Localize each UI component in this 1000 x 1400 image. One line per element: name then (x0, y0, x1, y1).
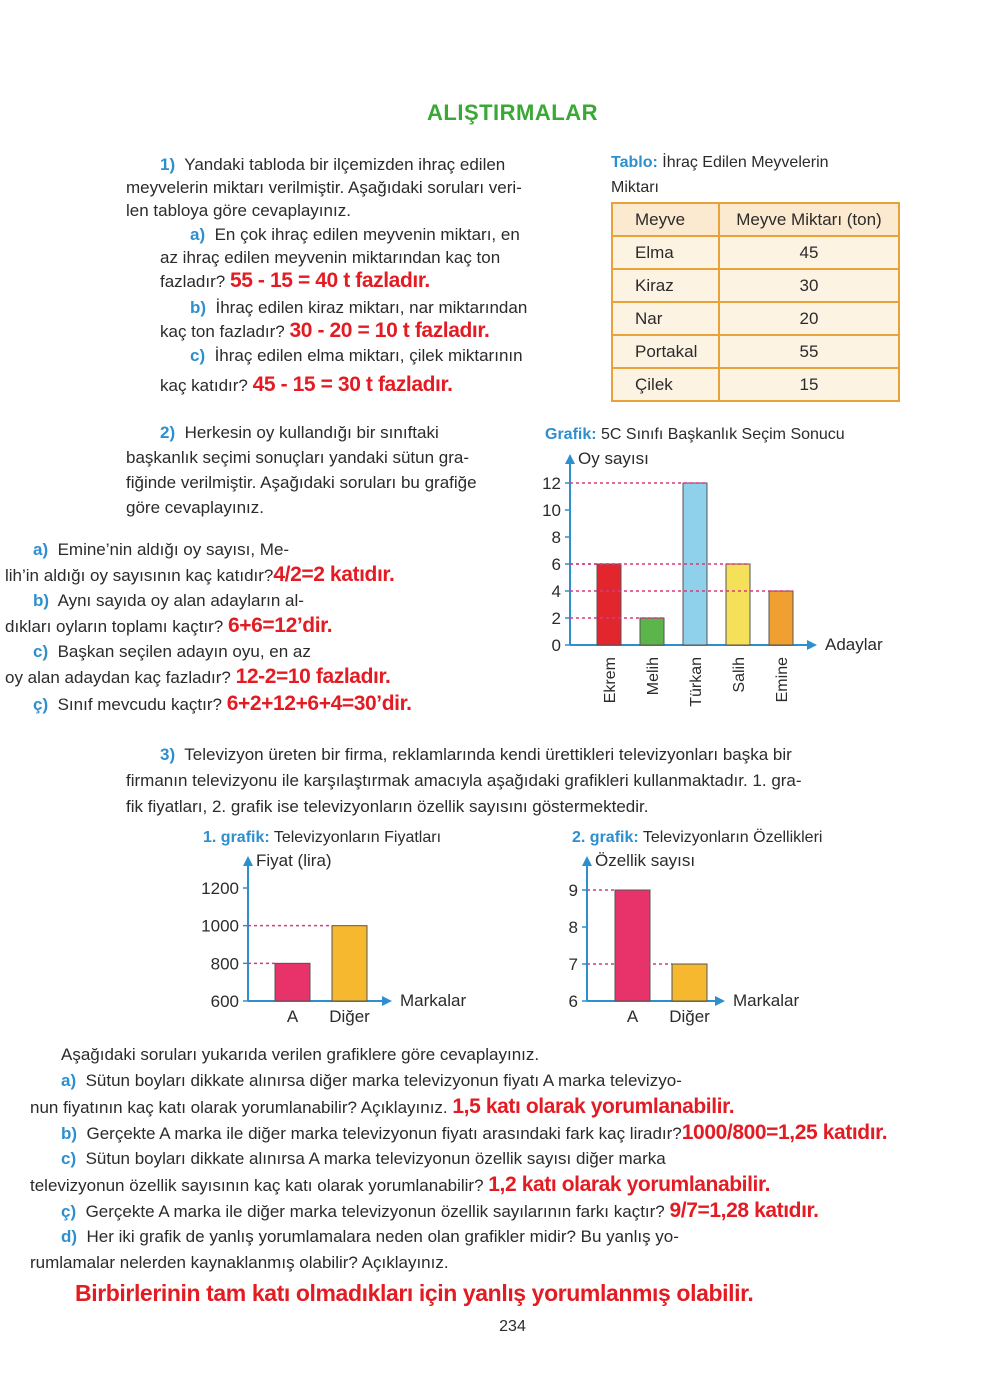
bar (769, 591, 793, 645)
q3-stem: 3) Televizyon üreten bir firma, reklamlarında kendi ürettikleri televizyonları başka bir firmanın televizyonu ile karşılaştırmak amacıyla aşağıdaki grafikleri kullanmaktadır. 1. gra- fik fiyatları, 2. grafik ise televizyonların özellik sayısını göstermektedir. (126, 745, 802, 816)
y-axis-arrow-icon (582, 856, 592, 866)
q1c-answer: 45 - 15 = 30 t fazladır. (252, 373, 453, 396)
x-axis-label: Markalar (733, 991, 800, 1010)
feature-chart-caption: 2. grafik: Televizyonların Özellikleri (572, 829, 823, 846)
q2d: ç) Sınıf mevcudu kaçtır? 6+2+12+6+4=30’dir. (33, 692, 412, 715)
y-tick-label: 6 (568, 992, 578, 1011)
price-chart-caption: 1. grafik: Televizyonların Fiyatları (203, 829, 442, 846)
q2a: a) Emine’nin aldığı oy sayısı, Me- lih’in aldığı oy sayısının kaç katıdır?4/2=2 katıdır. (5, 540, 395, 586)
table-row: Kiraz 30 (612, 269, 899, 302)
table-row: Çilek 15 (612, 368, 899, 401)
q3-intro: Aşağıdaki soruları yukarıda verilen grafiklere göre cevaplayınız. (61, 1045, 540, 1064)
election-chart (530, 448, 910, 713)
election-chart-caption: Grafik: 5C Sınıfı Başkanlık Seçim Sonucu (545, 426, 845, 443)
q1a: a) En çok ihraç edilen meyvenin miktarı, en az ihraç edilen meyvenin miktarından kaç ton fazladır? 55 - 15 = 40 t fazladır. (160, 225, 520, 292)
q2b: b) Aynı sayıda oy alan adayların al- dıkları oyların toplamı kaçtır? 6+6=12’dir. (5, 591, 333, 637)
x-axis-label: Adaylar (825, 635, 883, 654)
page-number: 234 (499, 1318, 526, 1335)
y-tick-label: 4 (551, 582, 561, 601)
x-tick-label: A (626, 1007, 639, 1026)
y-tick-label: 800 (210, 954, 239, 974)
y-tick-label: 1000 (201, 916, 239, 936)
y-axis-label: Fiyat (lira) (256, 851, 332, 870)
y-tick-label: 0 (551, 636, 561, 655)
x-tick-label: Ekrem (602, 657, 619, 704)
q1a-answer: 55 - 15 = 40 t fazladır. (229, 269, 430, 292)
y-axis-arrow-icon (565, 454, 575, 464)
x-axis-arrow-icon (807, 640, 817, 650)
y-tick-label: 600 (210, 992, 239, 1011)
x-tick-label: Salih (731, 657, 748, 693)
q1-number: 1) (160, 155, 176, 174)
table-row: Portakal 55 (612, 335, 899, 368)
x-axis-arrow-icon (382, 996, 392, 1006)
bar (672, 964, 707, 1001)
fruit-table (611, 202, 900, 402)
x-tick-label: A (286, 1007, 299, 1026)
feature-chart (560, 848, 825, 1033)
x-axis-label: Markalar (400, 991, 467, 1010)
price-chart (190, 848, 490, 1033)
q3c: c) Sütun boyları dikkate alınırsa A marka televizyonun özellik sayısı diğer marka televizyonun özellik sayısının kaç katı olarak yorumlanabilir? 1,2 katı olarak yorumlanabilir. (30, 1149, 771, 1196)
table-caption: Tablo: İhraç Edilen Meyvelerin Miktarı (611, 154, 829, 196)
bar (275, 963, 310, 1001)
bar (640, 618, 664, 645)
y-tick-label: 8 (551, 528, 561, 547)
q1-stem: 1) Yandaki tabloda bir ilçemizden ihraç edilen meyvelerin miktarı verilmiştir. Aşağıdaki soruları veri- len tabloya göre cevaplayınız. (126, 155, 522, 220)
y-axis-label: Özellik sayısı (595, 851, 696, 870)
y-tick-label: 2 (551, 609, 561, 628)
x-tick-label: Diğer (329, 1007, 370, 1026)
q2b-answer: 6+6=12’dir. (228, 614, 333, 637)
table-row: Nar 20 (612, 302, 899, 335)
q2-stem: 2) Herkesin oy kullandığı bir sınıftaki başkanlık seçimi sonuçları yandaki sütun gra- fiğinde verilmiştir. Aşağıdaki soruları bu grafiğe göre cevaplayınız. (126, 423, 477, 517)
q3b: b) Gerçekte A marka ile diğer marka televizyonun fiyatı arasındaki fark kaç liradır?1000/800=1,25 katıdır. (61, 1121, 888, 1144)
y-tick-label: 8 (568, 918, 578, 937)
bar (332, 926, 367, 1001)
table-header-row: Meyve Meyve Miktarı (ton) (612, 203, 899, 236)
q1c: c) İhraç edilen elma miktarı, çilek miktarının kaç katıdır? 45 - 15 = 30 t fazladır. (160, 346, 523, 396)
x-tick-label: Emine (774, 657, 791, 703)
q1b: b) İhraç edilen kiraz miktarı, nar miktarından kaç ton fazladır? 30 - 20 = 10 t fazladır. (160, 298, 528, 342)
bar (597, 564, 621, 645)
y-tick-label: 9 (568, 881, 578, 900)
y-tick-label: 12 (542, 474, 561, 493)
x-tick-label: Türkan (688, 657, 705, 707)
y-tick-label: 1200 (201, 879, 239, 898)
y-tick-label: 10 (542, 501, 561, 520)
q2d-answer: 6+2+12+6+4=30’dir. (226, 692, 412, 715)
q3a: a) Sütun boyları dikkate alınırsa diğer marka televizyonun fiyatı A marka televizyo- nun fiyatının kaç katı olarak yorumlanabilir? Açıklayınız. 1,5 katı olarak yorumlanabilir. (30, 1071, 735, 1118)
q2a-answer: 4/2=2 katıdır. (273, 563, 395, 586)
q3c-answer: 1,2 katı olarak yorumlanabilir. (488, 1173, 771, 1196)
q3-final-answer: Birbirlerinin tam katı olmadıkları için yanlış yorumlanmış olabilir. (75, 1280, 754, 1306)
q3d: ç) Gerçekte A marka ile diğer marka televizyonun özellik sayılarının farkı kaçtır? 9/7=1,28 katıdır. (61, 1199, 819, 1222)
q3b-answer: 1000/800=1,25 katıdır. (681, 1121, 888, 1144)
q3d-answer: 9/7=1,28 katıdır. (669, 1199, 819, 1222)
x-tick-label: Melih (645, 657, 662, 696)
q2c: c) Başkan seçilen adayın oyu, en az oy alan adaydan kaç fazladır? 12-2=10 fazladır. (5, 642, 391, 688)
q3e: d) Her iki grafik de yanlış yorumlamalara neden olan grafikler midir? Bu yanlış yo- rumlamalar nelerden kaynaklanmış olabilir? Açıklayınız. (30, 1227, 679, 1272)
x-axis-arrow-icon (715, 996, 725, 1006)
page-title: ALIŞTIRMALAR (427, 100, 598, 125)
x-tick-label: Diğer (669, 1007, 710, 1026)
bar (615, 890, 650, 1001)
y-tick-label: 6 (551, 555, 561, 574)
y-tick-label: 7 (568, 955, 578, 974)
y-axis-arrow-icon (243, 856, 253, 866)
bar (726, 564, 750, 645)
q2c-answer: 12-2=10 fazladır. (235, 665, 391, 688)
q3a-answer: 1,5 katı olarak yorumlanabilir. (452, 1095, 735, 1118)
y-axis-label: Oy sayısı (578, 449, 649, 468)
table-row: Elma 45 (612, 236, 899, 269)
q1b-answer: 30 - 20 = 10 t fazladır. (289, 319, 490, 342)
